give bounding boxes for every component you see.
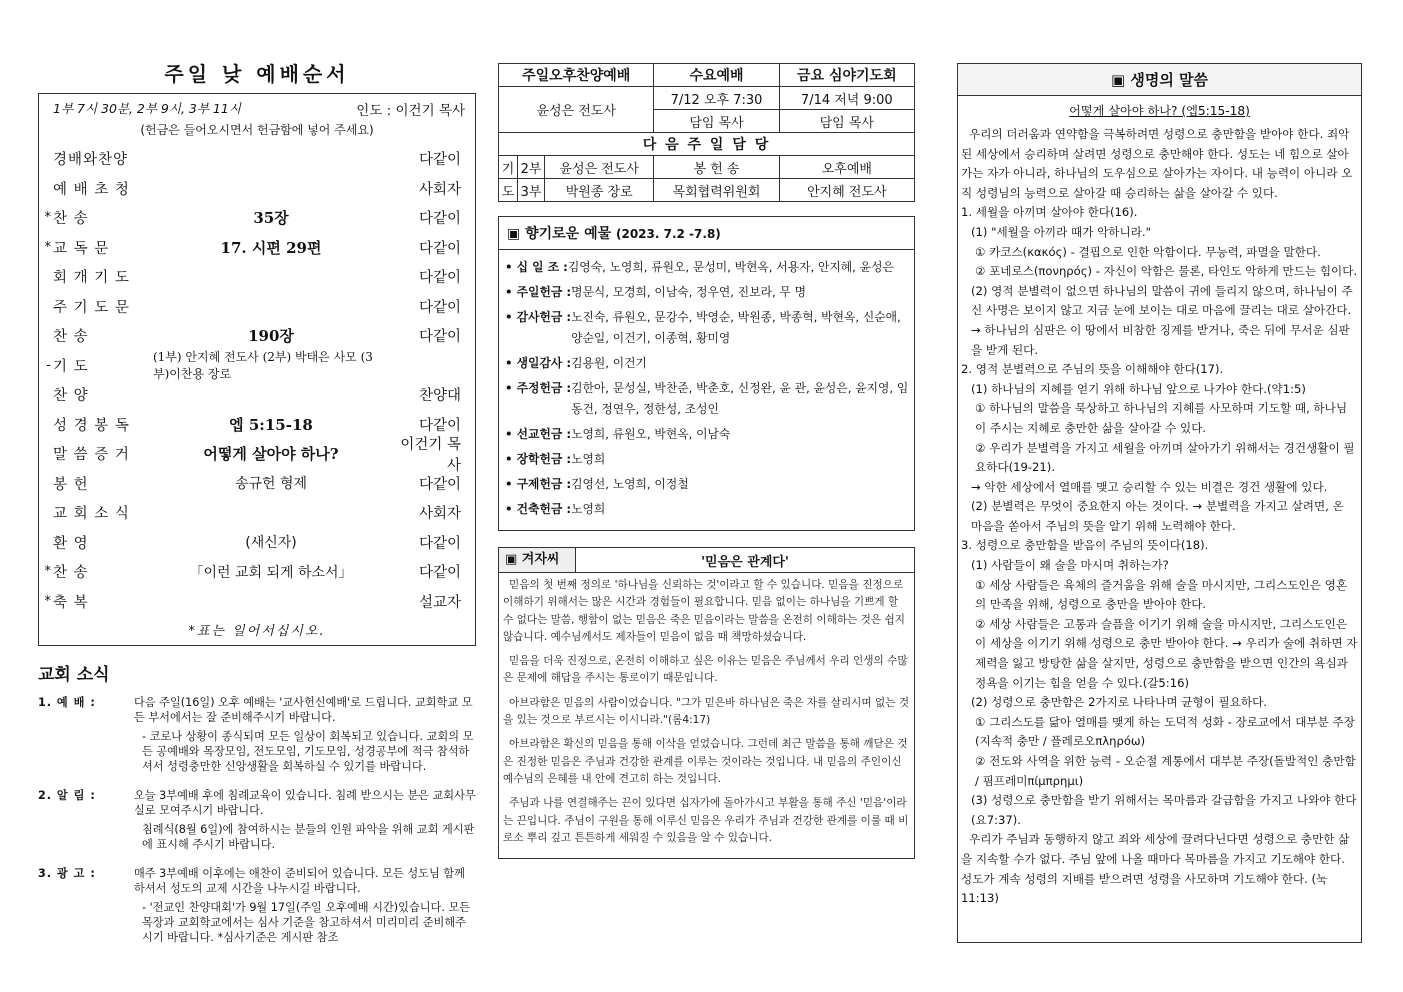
order-row bbox=[39, 351, 475, 381]
order-item-by: 다같이 bbox=[418, 240, 461, 257]
offering-row bbox=[499, 307, 914, 349]
order-item-content: (새신자) bbox=[245, 535, 297, 552]
life-line: 우리가 주님과 동행하지 않고 죄와 세상에 끌려다닌다면 성령으로 충만한 삶을 지속할 수가 없다. 주님 앞에 나올 때마다 목마름을 가지고 기도해야 한다. 성도가 계속 성령의 지배를 받으려면 성령을 사모하며 기도해야 한다. (눅11:13) bbox=[961, 832, 1350, 906]
life-line: (1) "세월을 아끼라 때가 악하니라." bbox=[971, 224, 1151, 239]
order-leader: 인도 : 이건기 목사 bbox=[356, 103, 465, 119]
life-line: 2. 영적 분별력으로 주님의 뜻을 이해해야 한다(17). bbox=[961, 362, 1224, 377]
order-item-by: 다같이 bbox=[418, 152, 461, 169]
order-item-name: 찬 양 bbox=[53, 388, 89, 405]
news-label: 1. 예 배 : bbox=[38, 696, 96, 709]
life-line: ① 세상 사람들은 육체의 즐거움을 위해 술을 마시지만, 그리스도인은 영혼의 만족을 위해, 성령으로 충만을 받아야 한다. bbox=[975, 577, 1348, 612]
next-cell: 목회협력위원회 bbox=[654, 179, 779, 202]
life-line: (2) 성령으로 충만함은 2가지로 나타나며 균형이 필요하다. bbox=[971, 695, 1267, 710]
order-item-name: 찬 송 bbox=[53, 329, 89, 346]
order-row bbox=[39, 174, 475, 204]
order-item-name: 환 영 bbox=[53, 535, 89, 552]
mustard-paragraph: 아브라함은 믿음의 사람이었습니다. "그가 믿은바 하나님은 죽은 자를 살리시며 없는 것을 있는 것으로 부르시는 이시니라."(롬4:17) bbox=[503, 696, 910, 727]
order-item-name: 찬 송 bbox=[53, 211, 89, 228]
offering-label: • 구제헌금 : bbox=[505, 477, 572, 491]
life-title: ▣ 생명의 말씀 bbox=[958, 64, 1361, 96]
order-item-by: 다같이 bbox=[418, 476, 461, 493]
news-title: 교회 소식 bbox=[38, 665, 110, 685]
offering-names: 김영선, 노영희, 이정철 bbox=[571, 477, 689, 491]
offering-names: 김영숙, 노영희, 류원오, 문성미, 박현옥, 서용자, 안지혜, 윤성은 bbox=[567, 260, 894, 274]
schedule-cell: 7/12 오후 7:30 bbox=[654, 87, 779, 110]
offering-period: (2023. 7.2 -7.8) bbox=[616, 227, 721, 241]
news-list bbox=[38, 695, 476, 949]
next-cell: 박원종 장로 bbox=[545, 179, 654, 202]
order-row bbox=[39, 528, 475, 558]
order-footer: *표는 일어서십시오. bbox=[188, 624, 326, 639]
order-item-by: 이건기 목사 bbox=[400, 436, 461, 474]
order-item-name: 교 회 소 식 bbox=[53, 506, 130, 523]
offering-row bbox=[499, 424, 914, 445]
mustard-header bbox=[499, 548, 914, 573]
order-item-name: 성 경 봉 독 bbox=[53, 417, 130, 434]
offering-row bbox=[499, 474, 914, 495]
news-line: 침례식(8월 6일)에 참여하시는 분들의 인원 파악을 위해 교회 게시판에 표시해 주시기 바랍니다. bbox=[142, 823, 475, 851]
order-item-content: 어떻게 살아야 하나? bbox=[203, 445, 339, 464]
offering-label: • 장학헌금 : bbox=[505, 452, 572, 466]
next-cell: 도 bbox=[499, 179, 518, 202]
news-item bbox=[38, 788, 476, 856]
life-line: ② 포네로스(πονηρός) - 자신이 악함은 물론, 타인도 악하게 만드는 힘이다. bbox=[975, 264, 1358, 279]
news-line: 매주 3부예배 이후에는 애찬이 준비되어 있습니다. 모든 성도님 함께 하셔서 성도의 교제 시간을 나누시길 바랍니다. bbox=[134, 867, 465, 895]
order-note: (헌금은 들어오시면서 헌금함에 넣어 주세요) bbox=[140, 123, 374, 137]
life-line: (2) 분별력은 무엇이 중요한지 아는 것이다. → 분별력을 가지고 살려면, 온 마음을 쏟아서 주님의 뜻을 알기 위해 노력해야 한다. bbox=[971, 499, 1344, 533]
offering-label: • 감사헌금 : bbox=[505, 310, 572, 324]
offering-row bbox=[499, 449, 914, 470]
news-line: - '전교인 찬양대회'가 9월 17일(주일 오후예배 시간)있습니다. 모든 목장과 교회학교에서는 심사 기준을 참고하셔서 미리미리 준비해주시기 바랍니다. *심사기준은 게시판 참조 bbox=[142, 901, 471, 944]
next-week-title: 다 음 주 일 담 당 bbox=[499, 133, 915, 156]
order-row bbox=[39, 144, 475, 174]
news-body bbox=[134, 788, 476, 856]
schedule-table bbox=[498, 63, 915, 202]
next-cell: 오후예배 bbox=[779, 156, 914, 179]
mustard-title: '믿음은 관계다' bbox=[701, 554, 789, 570]
offering-label: • 생일감사 : bbox=[505, 356, 572, 370]
life-line: (2) 영적 분별력이 없으면 하나님의 말씀이 귀에 들리지 않으며, 하나님이 주신 사명은 보이지 않고 지금 눈에 보이는 대로 마음에 끌리는 대로 살아간다. → 하나님의 심판은 이 땅에서 비참한 징계를 받거나, 죽은 뒤에 무서운 심판을 받게 된다. bbox=[971, 283, 1353, 357]
offering-row bbox=[499, 378, 914, 420]
schedule-cell: 담임 목사 bbox=[654, 110, 779, 133]
life-subtitle: 어떻게 살아야 하나? (엡5:15-18) bbox=[1069, 104, 1250, 118]
life-line: ② 전도와 사역을 위한 능력 - 오순절 계통에서 대부분 주장(돌발적인 충만함 / 핌프레미πίμπρημι) bbox=[975, 754, 1356, 788]
offering-names: 노영희 bbox=[571, 452, 606, 466]
order-mark: - bbox=[46, 357, 51, 373]
schedule-cell: 윤성은 전도사 bbox=[499, 87, 654, 133]
life-line: (1) 하나님의 지혜를 얻기 위해 하나님 앞으로 나가야 한다.(약1:5) bbox=[971, 381, 1306, 396]
next-cell: 봉 헌 송 bbox=[654, 156, 779, 179]
order-header bbox=[39, 94, 475, 119]
news-label: 2. 알 림 : bbox=[38, 789, 96, 802]
life-line: 3. 성령으로 충만함을 받음이 주님의 뜻이다(18). bbox=[961, 538, 1209, 553]
offering-rows bbox=[499, 250, 914, 530]
order-row bbox=[39, 587, 475, 617]
next-cell: 기 bbox=[499, 156, 518, 179]
offering-names: 노영희, 류원오, 박현옥, 이남숙 bbox=[571, 427, 731, 441]
news-line: 오늘 3부예배 후에 침례교육이 있습니다. 침례 받으시는 분은 교회사무실로 모여주시기 바랍니다. bbox=[134, 789, 476, 817]
life-line: ② 세상 사람들은 고통과 슬픔을 이기기 위해 술을 마시지만, 그리스도인은 이 세상을 이기기 위해 성령으로 충만 받아야 한다. → 우리가 술에 취하면 자제력을 잃고 방탕한 삶을 살지만, 성령으로 충만함을 받으면 인간의 욕심과 정욕을 이기는 힘을 얻을 수 있다.(갈5:16) bbox=[975, 616, 1358, 690]
offering-names: 김한아, 문성실, 박찬준, 박춘호, 신정완, 윤 관, 윤성은, 윤지영, 임동건, 정연우, 정한성, 조성인 bbox=[571, 381, 909, 416]
life-line: ① 그리스도를 닮아 열매를 맺게 하는 도덕적 성화 - 장로교에서 대부분 주장(지속적 충만 / 플레로오πληρόω) bbox=[975, 714, 1355, 749]
life-line: 우리의 더러움과 연약함을 극복하려면 성령으로 충만함을 받아야 한다. 죄악 된 세상에서 승리하며 살려면 성령으로 충만해야 한다. 성도는 네 힘으로 살아가는 자가 아니라, 하나님의 도우심으로 살아가는 자이다. 내 능력이 아니라 오직 성령님의 능력으로 살아갈 때 승리하는 삶을 살아갈 수 있다. bbox=[961, 127, 1353, 200]
offering-row bbox=[499, 353, 914, 374]
schedule-cell: 7/14 저녁 9:00 bbox=[779, 87, 914, 110]
life-line: ② 우리가 분별력을 가지고 세월을 아끼며 살아가기 위해서는 경건생활이 필요하다(19-21). bbox=[975, 440, 1355, 475]
order-item-name: 회 개 기 도 bbox=[53, 270, 130, 287]
order-item-by: 다같이 bbox=[418, 417, 461, 434]
schedule-cell: 담임 목사 bbox=[779, 110, 914, 133]
order-item-by: 설교자 bbox=[418, 594, 461, 611]
order-item-content: 엡 5:15-18 bbox=[229, 415, 313, 434]
order-mark: * bbox=[44, 239, 51, 255]
offering-names: 김용원, 이건기 bbox=[571, 356, 647, 370]
offering-row bbox=[499, 282, 914, 303]
offering-names: 노진숙, 류원오, 문강수, 박영순, 박원종, 박종혁, 박현옥, 신순애, 양순일, 이건기, 이종혁, 황미영 bbox=[571, 310, 901, 345]
order-mark: * bbox=[44, 564, 51, 580]
life-line: ① 카코스(κακός) - 결핍으로 인한 악함이다. 무능력, 파멸을 말한다. bbox=[975, 244, 1321, 259]
news-label: 3. 광 고 : bbox=[38, 867, 96, 880]
order-row bbox=[39, 233, 475, 263]
order-mark: * bbox=[44, 593, 51, 609]
order-item-name: 기 도 bbox=[53, 358, 89, 375]
next-cell: 2부 bbox=[518, 156, 545, 179]
offering-box bbox=[498, 216, 915, 531]
offering-label: • 십 일 조 : bbox=[505, 260, 568, 274]
order-item-name: 주 기 도 문 bbox=[53, 299, 130, 316]
order-item-name: 축 복 bbox=[53, 594, 89, 611]
mustard-box bbox=[498, 547, 915, 859]
mustard-paragraph: 아브라함은 확신의 믿음을 통해 이삭을 얻었습니다. 그런데 최근 말씀을 통해 깨닫은 것은 진정한 믿음은 주님과 건강한 관계를 이루는 것이라는 것입니다. 내 믿음의 주인이신 예수님의 은혜를 내 안에 견고히 하는 것입니다. bbox=[503, 738, 908, 785]
order-item-content: 17. 시편 29편 bbox=[220, 238, 322, 257]
order-row bbox=[39, 498, 475, 528]
offering-row bbox=[499, 257, 914, 278]
news-body bbox=[134, 866, 476, 949]
mustard-paragraph: 믿음의 첫 번째 정의로 '하나님을 신뢰하는 것'이라고 할 수 있습니다. 믿음을 진정으로 이해하기 위해서는 많은 시간과 경험들이 필요합니다. 믿음 없이는 하나님을 기쁘게 할 수 없다는 말씀, 행함이 없는 믿음은 죽은 믿음이라는 말씀을 온전히 이해하는 것은 쉽지 않습니다. 예수님께서도 제자들이 믿음이 없음 때 책망하셨습니다. bbox=[503, 579, 905, 643]
order-times: 1부 7시 30분, 2부 9시, 3부 11시 bbox=[53, 101, 241, 116]
order-row bbox=[39, 292, 475, 322]
offering-names: 명문식, 모경희, 이남숙, 정우연, 진보라, 무 명 bbox=[571, 285, 807, 299]
order-item-content: 35장 bbox=[253, 209, 289, 228]
order-item-by: 다같이 bbox=[418, 535, 461, 552]
middle-column bbox=[498, 63, 915, 859]
order-item-by: 사회자 bbox=[418, 181, 461, 198]
schedule-header-2: 수요예배 bbox=[654, 64, 779, 87]
offering-names: 노영희 bbox=[571, 502, 606, 516]
order-item-name: 예 배 초 청 bbox=[53, 181, 130, 198]
schedule-header-3: 금요 심야기도회 bbox=[779, 64, 914, 87]
order-row bbox=[39, 321, 475, 351]
order-item-name: 말 씀 증 거 bbox=[53, 447, 130, 464]
order-item-by: 다같이 bbox=[418, 270, 461, 287]
order-item-name: 교 독 문 bbox=[53, 240, 110, 257]
order-title: 주일 낮 예배순서 bbox=[164, 62, 350, 86]
order-row bbox=[39, 262, 475, 292]
order-item-name: 봉 헌 bbox=[53, 476, 89, 493]
mustard-paragraph: 주님과 나를 연결해주는 끈이 있다면 십자가에 돌아가시고 부활을 통해 주신 '믿음'이라는 끈입니다. 주님이 구원을 통해 이루신 믿음은 우리가 주님과 건강한 관계를 이룰 때 비로소 뿌리 깊고 튼튼하게 세워질 수 있음을 알 수 있습니다. bbox=[503, 797, 909, 844]
order-row bbox=[39, 469, 475, 499]
life-line: ① 하나님의 말씀을 묵상하고 하나님의 지혜를 사모하며 기도할 때, 하나님이 주시는 지혜로 충만한 삶을 살아갈 수 있다. bbox=[975, 401, 1348, 435]
news-body bbox=[134, 695, 476, 778]
order-item-by: 찬양대 bbox=[418, 388, 461, 405]
order-item-by: 다같이 bbox=[418, 211, 461, 228]
next-cell: 3부 bbox=[518, 179, 545, 202]
life-line: (1) 사람들이 왜 술을 마시며 취하는가? bbox=[971, 558, 1169, 573]
order-item-content: 송규헌 형제 bbox=[234, 476, 308, 493]
worship-order-column bbox=[38, 58, 476, 959]
next-cell: 안지혜 전도사 bbox=[779, 179, 914, 202]
offering-label: • 주일헌금 : bbox=[505, 285, 572, 299]
order-item-by: 사회자 bbox=[418, 506, 461, 523]
next-cell: 윤성은 전도사 bbox=[545, 156, 654, 179]
news-line: 다음 주일(16일) 오후 예배는 '교사헌신예배'로 드립니다. 교회학교 모든 부서에서는 잘 준비해주시기 바랍니다. bbox=[134, 696, 473, 724]
offering-label: • 주정헌금 : bbox=[505, 381, 572, 395]
order-item-content: 「이런 교회 되게 하소서」 bbox=[189, 564, 353, 581]
order-item-content: (1부) 안지혜 전도사 (2부) 박태은 사모 (3부)이찬용 장로 bbox=[153, 350, 373, 382]
news-item bbox=[38, 695, 476, 778]
order-row bbox=[39, 203, 475, 233]
order-row bbox=[39, 557, 475, 587]
offering-row bbox=[499, 499, 914, 520]
life-body bbox=[958, 125, 1361, 909]
news-item bbox=[38, 866, 476, 949]
life-line: 1. 세월을 아끼며 살아야 한다(16). bbox=[961, 205, 1138, 220]
mustard-body bbox=[499, 573, 914, 858]
news-line: - 코로나 상황이 종식되며 모든 일상이 회복되고 있습니다. 교회의 모든 공예배와 목장모임, 전도모임, 기도모임, 성경공부에 적극 참석하셔서 성령충만한 신앙생활을 회복하실 수 있기를 바랍니다. bbox=[142, 730, 474, 773]
life-line: (3) 성령으로 충만함을 받기 위해서는 목마름과 갈급함을 가지고 나와야 한다(요7:37). bbox=[971, 793, 1357, 827]
offering-title: ▣ 향기로운 예물 bbox=[507, 226, 612, 242]
order-rows bbox=[39, 144, 475, 616]
offering-label: • 선교헌금 : bbox=[505, 427, 572, 441]
offering-header bbox=[499, 217, 914, 250]
order-item-by: 다같이 bbox=[418, 299, 461, 316]
mustard-tag: ▣ 겨자씨 bbox=[499, 548, 576, 572]
order-row bbox=[39, 380, 475, 410]
order-mark: * bbox=[44, 210, 51, 226]
order-row bbox=[39, 436, 475, 474]
order-item-by: 다같이 bbox=[418, 329, 461, 346]
order-box bbox=[38, 93, 476, 646]
order-item-name: 찬 송 bbox=[53, 565, 89, 582]
order-item-content: 190장 bbox=[248, 327, 294, 346]
schedule-header-1: 주일오후찬양예배 bbox=[499, 64, 654, 87]
offering-label: • 건축헌금 : bbox=[505, 502, 572, 516]
life-line: → 악한 세상에서 열매를 맺고 승리할 수 있는 비결은 경건 생활에 있다. bbox=[971, 479, 1328, 494]
life-word-box bbox=[957, 63, 1362, 943]
sermon-column bbox=[957, 63, 1362, 943]
order-item-by: 다같이 bbox=[418, 565, 461, 582]
mustard-paragraph: 믿음을 더욱 진정으로, 온전히 이해하고 싶은 이유는 믿음은 주님께서 우리 인생의 수많은 문제에 해답을 주시는 통로이기 때문입니다. bbox=[503, 655, 908, 685]
order-item-name: 경배와찬양 bbox=[53, 152, 129, 169]
